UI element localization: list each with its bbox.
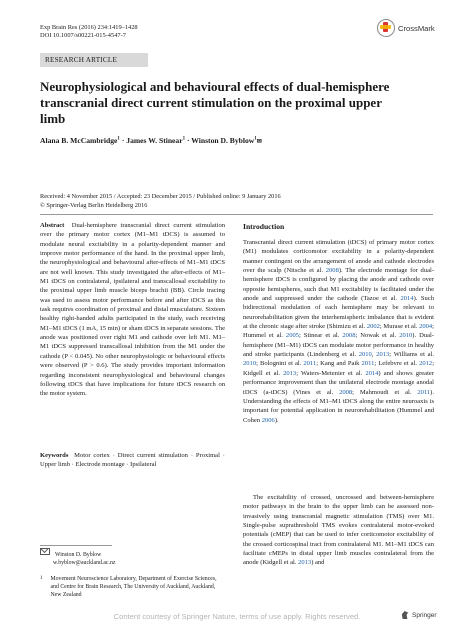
body-text: ; Waters-Metenier et al. xyxy=(296,369,366,377)
keywords-section xyxy=(40,451,225,470)
citation-link[interactable]: 2010 xyxy=(399,332,413,340)
body-text: ; Lefebvre et al. xyxy=(374,360,420,368)
body-text: ; Mahmoudi et al. xyxy=(352,388,418,396)
article-type-bar: RESEARCH ARTICLE xyxy=(40,53,148,67)
body-text: ). Such bidirectional modulation of each hemisphere may be relevant to neurorehabilitation given the interhemispheric imbalance that is evident at the chronic stage after stroke (Shimizu et al. xyxy=(243,295,434,331)
journal-citation xyxy=(40,24,138,40)
citation-link[interactable]: 2014 xyxy=(365,369,379,377)
body-text: ; Hummel et al. xyxy=(243,323,434,340)
body-text: Transcranial direct current stimulation (tDCS) of primary motor cortex (M1) modulates corticomotor excitability in a polarity-dependent manner contingent on the arrangement of anode and cathode electrodes over the scalp (Nitsche et al. xyxy=(243,239,434,275)
copyright-line: © Springer-Verlag Berlin Heidelberg 2016 xyxy=(40,201,148,209)
body-text: ; Stinear et al. xyxy=(299,332,343,340)
springer-label: Springer xyxy=(412,611,437,619)
author-affiliation-mark: 1 xyxy=(117,136,120,142)
header-divider xyxy=(40,214,433,215)
body-text: ; Williams et al. xyxy=(389,351,435,359)
citation-link[interactable]: 2010 xyxy=(358,351,372,359)
body-text: ). Dual-hemisphere (M1–M1) tDCS can modulate motor performance in healthy and stroke participants (Lindenberg et al. xyxy=(243,332,434,359)
body-text: ; Nowak et al. xyxy=(355,332,400,340)
citation-link[interactable]: 2013 xyxy=(298,559,312,567)
affiliation-mark: 1 xyxy=(40,576,43,581)
footnote-divider xyxy=(40,545,112,546)
citation-link[interactable]: 2005 xyxy=(285,332,300,340)
body-text: ; Kang and Paik xyxy=(316,360,362,368)
affiliation-text: Movement Neuroscience Laboratory, Department of Exercise Sciences, and Centre for Brain Research, The University of Auckland, Auckland, New Zealand xyxy=(50,576,217,598)
citation-link[interactable]: 2014 xyxy=(400,295,414,303)
abstract-label: Abstract xyxy=(40,222,65,229)
citation-link[interactable]: 2008 xyxy=(342,332,356,340)
author-name[interactable]: James W. Stinear xyxy=(126,136,183,145)
body-text: ; Kidgell et al. xyxy=(243,360,435,377)
citation-link[interactable]: 2008 xyxy=(325,267,339,275)
crossmark-icon xyxy=(377,19,395,37)
citation-link[interactable]: 2013 xyxy=(283,369,297,377)
citation-link[interactable]: 2002 xyxy=(366,323,380,331)
author-separator: · xyxy=(185,136,192,145)
keywords-label: Keywords xyxy=(40,452,69,459)
publication-dates xyxy=(40,193,281,210)
author-affiliation-mark: 1 xyxy=(182,136,186,142)
abstract-section xyxy=(40,221,225,399)
citation-link[interactable]: 2011 xyxy=(417,388,431,396)
author-list xyxy=(40,136,262,145)
article-title: Neurophysiological and behavioural effects of dual-hemisphere transcranial direct current stimulation on the proximal upper limb xyxy=(40,79,390,126)
abstract-text: Dual-hemisphere transcranial direct current stimulation over the primary motor cortex (M1–M1 tDCS) is assumed to modulate neural excitability in a polarity-dependent manner and improve motor performance of the hand. In the proximal upper limb, the neurophysiological and behavioural after-effects of M1–M1 tDCS are not well known. This study investigated the after-effects of M1–M1 tDCS on contralateral, ipsilateral and transcallosal excitability to the proximal upper limb muscle biceps brachii (BB). Circle tracing was used to assess motor performance before and after tDCS as this task requires coordination of proximal and distal musculature. Sixteen healthy right-handed adults participated in the study, each receiving M1–M1 tDCS (1 mA, 15 min) or sham tDCS in separate sessions. The anode was positioned over right M1 and cathode over left M1. M1–M1 tDCS suppressed transcallosal inhibition from the M1 under the cathode (P < 0.045). No other neurophysiologic or behavioural effects were observed (P > 0.6). The study provides important information regarding inconsistent neurophysiological and behavioural changes following tDCS that have implications for future tDCS research on the motor system. xyxy=(40,222,226,398)
citation-link[interactable]: 2013 xyxy=(376,351,390,359)
journal-doi[interactable]: DOI 10.1007/s00221-015-4547-7 xyxy=(40,32,126,39)
body-text: ). Understanding the effects of M1–M1 tDCS along the entire neuroaxis is important for potential application in neurorehabilitation (Hummel and Cohen xyxy=(243,388,434,424)
body-text: ; Bolognini et al. xyxy=(256,360,304,368)
body-text: The excitability of crossed, uncrossed and between-hemisphere motor pathways in the brain to the upper limb can be assessed non-invasively using transcranial magnetic stimulation (TMS) over M1. Single-pulse suprathreshold TMS evokes contralateral motor-evoked potentials (cMEP) that can be used to infer corticomotor excitability of the crossed corticospinal tract from contralateral M1. M1–M1 tDCS can facilitate cMEPs in distal upper limb muscles contralateral from the anode (Kidgell et al. xyxy=(243,494,434,567)
citation-link[interactable]: 2010 xyxy=(243,360,257,368)
body-text: , xyxy=(371,351,377,359)
body-text: ) and shows greater performance improvement than the unilateral electrode montage anodal tDCS (a-tDCS) (Vines et al. xyxy=(243,369,434,396)
author-affiliation-mark: 1 xyxy=(254,136,257,142)
introduction-heading: Introduction xyxy=(243,222,285,231)
corresponding-name: Winston D. Byblow xyxy=(55,552,102,558)
journal-line-1: Exp Brain Res (2016) 234:1419–1428 xyxy=(40,24,138,31)
keywords-text: Motor cortex · Direct current stimulation · Proximal · Upper limb · Electrode montage · Ipsilateral xyxy=(40,452,225,469)
body-text: ) and xyxy=(311,559,325,567)
introduction-paragraph-2 xyxy=(243,493,434,568)
affiliation-footnote xyxy=(40,575,225,599)
corresponding-email[interactable]: w.byblow@auckland.ac.nz xyxy=(53,560,116,566)
introduction-paragraph-1 xyxy=(243,238,434,425)
author-name[interactable]: Winston D. Byblow xyxy=(191,136,255,145)
citation-link[interactable]: 2012 xyxy=(419,360,433,368)
corresponding-envelope-icon: ✉ xyxy=(256,139,262,145)
crossmark-badge[interactable] xyxy=(377,19,435,37)
body-text: ). The electrode montage for dual-hemisphere tDCS is configured by placing the anode and cathode over opposite hemispheres, such that M1 excitability is facilitated under the anode and suppressed under the cathode (Tazoe et al. xyxy=(243,267,434,303)
body-text: ; Murase et al. xyxy=(379,323,420,331)
citation-link[interactable]: 2006 xyxy=(261,416,275,424)
citation-link[interactable]: 2004 xyxy=(419,323,433,331)
mail-icon xyxy=(40,548,50,555)
author-separator: · xyxy=(119,136,127,145)
courtesy-watermark: Content courtesy of Springer Nature, terms of use apply. Rights reserved. xyxy=(113,612,361,621)
crossmark-label: CrossMark xyxy=(398,23,435,33)
body-text: ). xyxy=(274,416,279,424)
citation-link[interactable]: 2008 xyxy=(339,388,353,396)
corresponding-author-footnote xyxy=(40,548,225,567)
author-name[interactable]: Alana B. McCambridge xyxy=(40,136,118,145)
citation-link[interactable]: 2011 xyxy=(303,360,317,368)
dates-line: Received: 4 November 2015 / Accepted: 23 December 2015 / Published online: 9 January 2016 xyxy=(40,193,281,200)
citation-link[interactable]: 2011 xyxy=(361,360,375,368)
